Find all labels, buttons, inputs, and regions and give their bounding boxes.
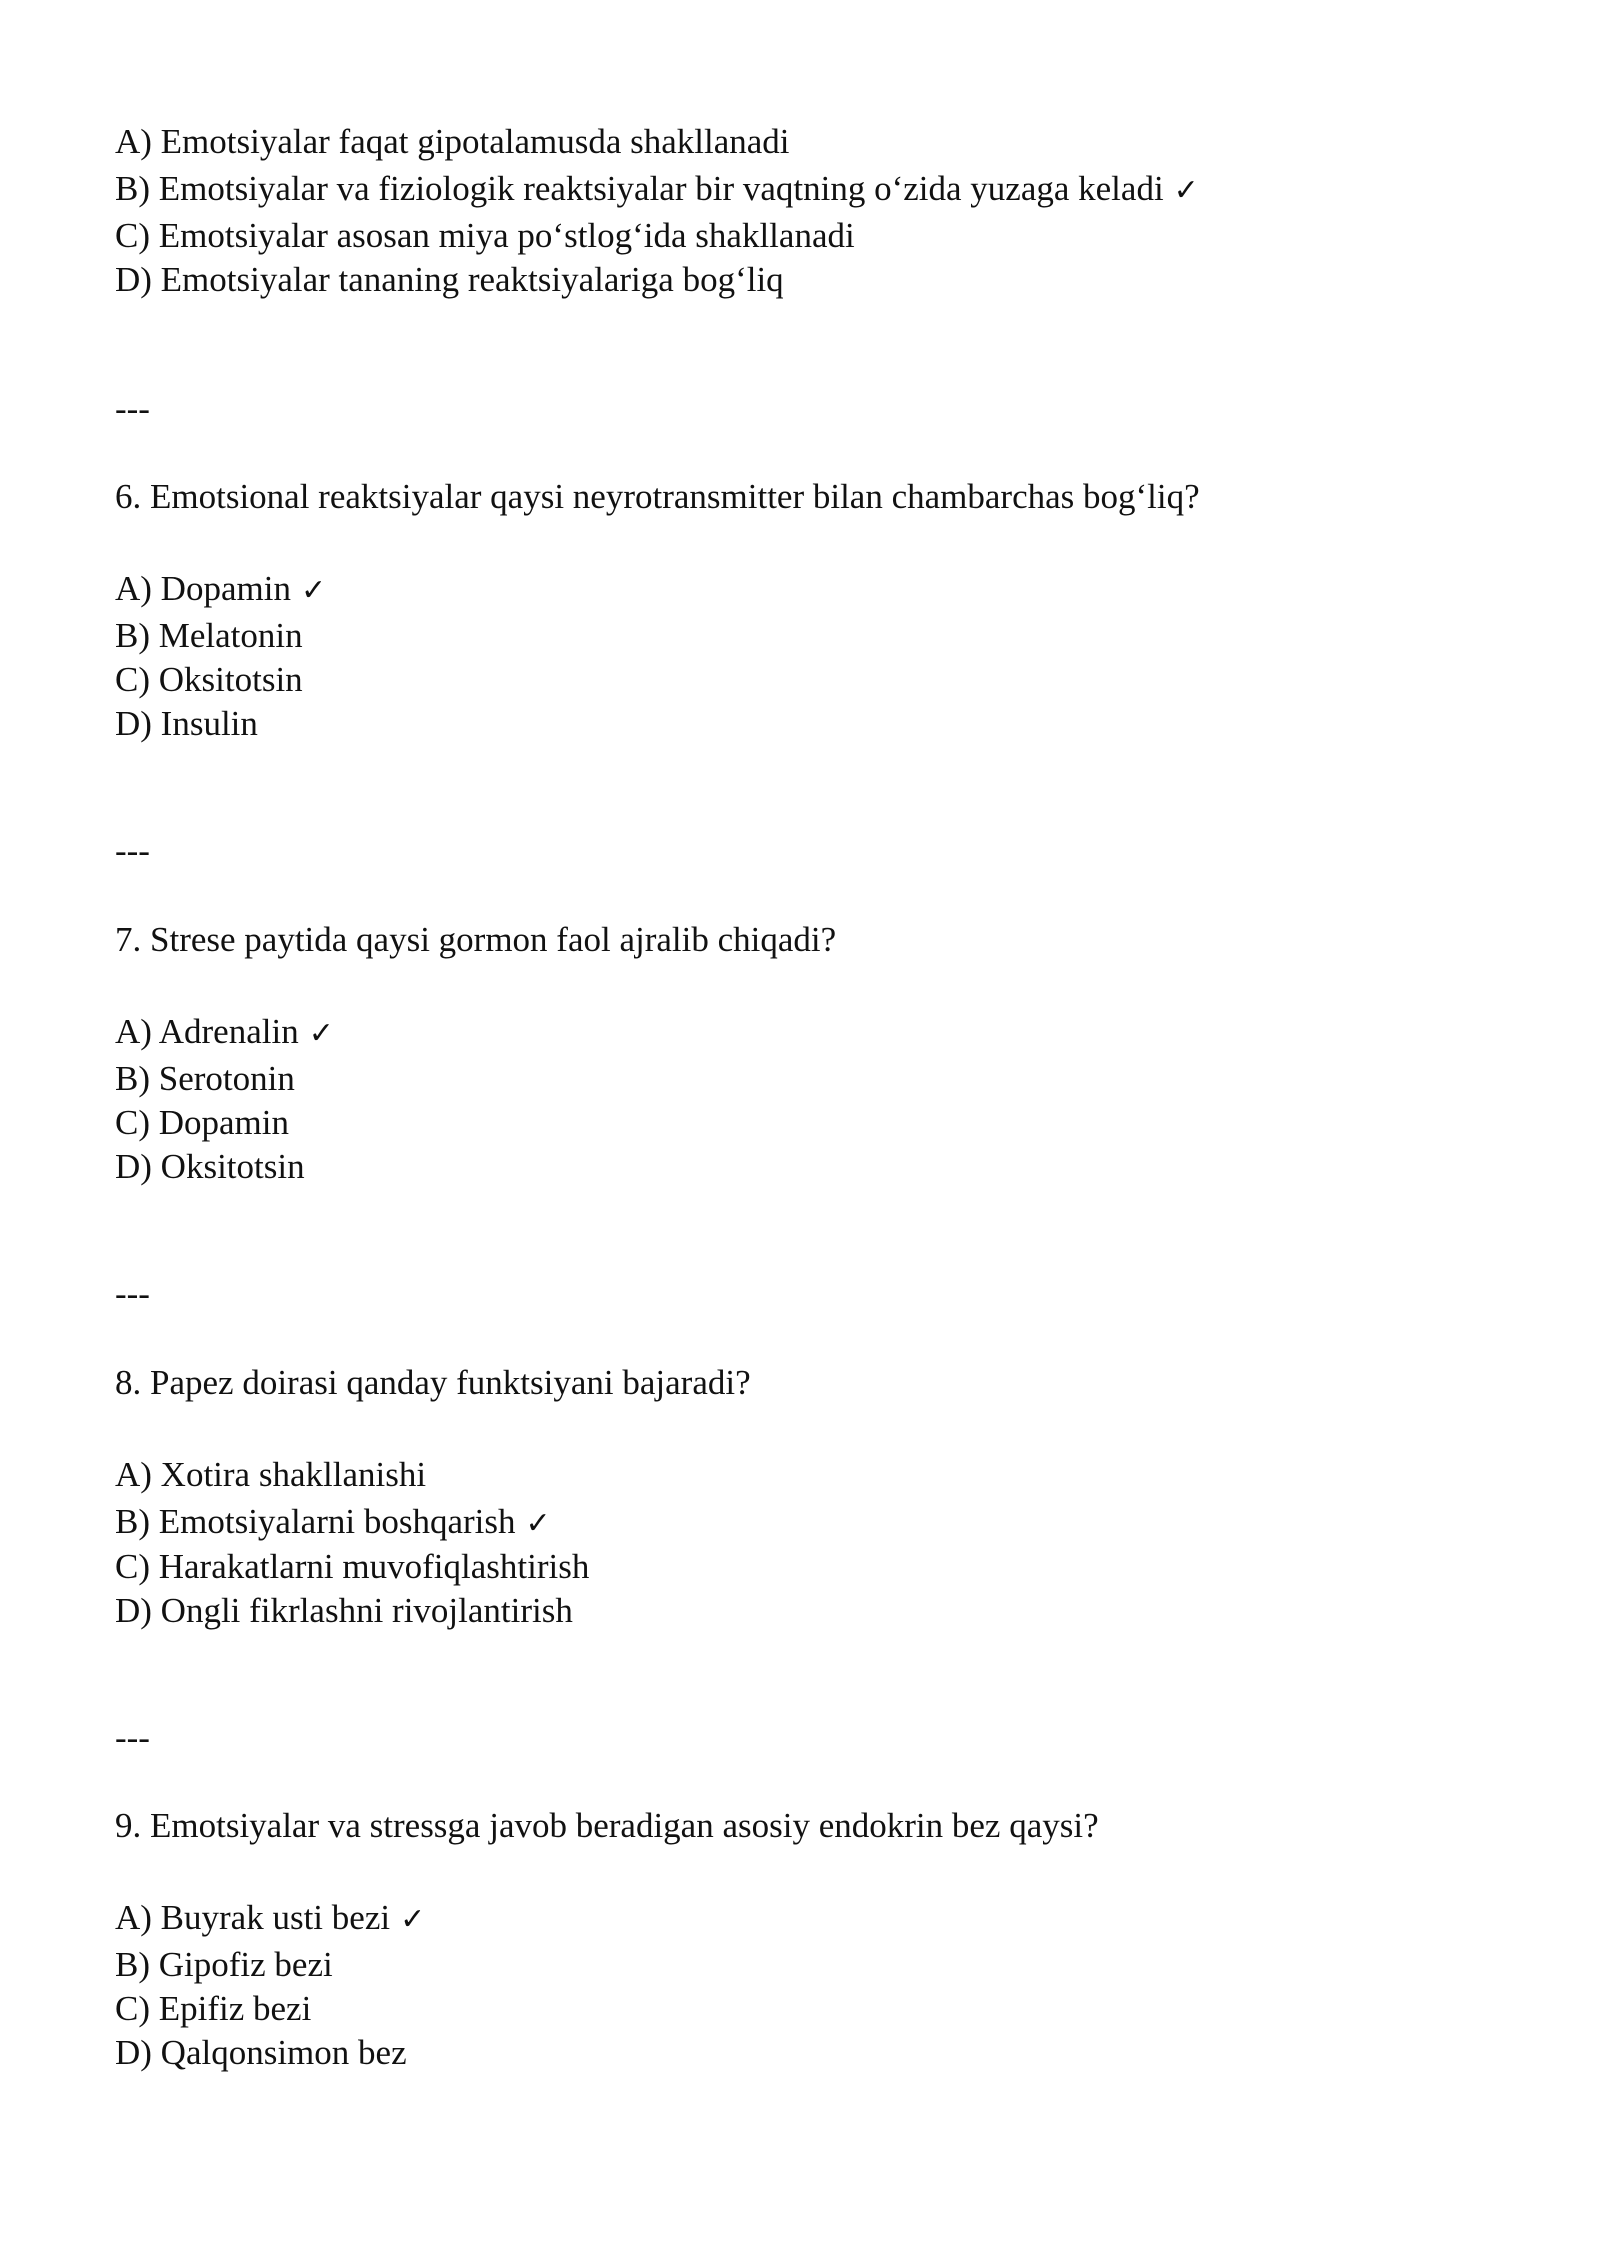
separator: --- (115, 1718, 150, 1757)
option-d: D) Insulin (115, 704, 258, 743)
option-c: C) Harakatlarni muvofiqlashtirish (115, 1547, 590, 1586)
option-text: B) Emotsiyalar va fiziologik reaktsiyalar bir vaqtning o‘zida yuzaga keladi (115, 169, 1164, 208)
option-c: C) Epifiz bezi (115, 1989, 312, 2028)
option-b (115, 1500, 551, 1546)
question-title: 9. Emotsiyalar va stressga javob beradigan asosiy endokrin bez qaysi? (115, 1806, 1099, 1845)
option-text: C) Emotsiyalar asosan miya po‘stlog‘ida shakllanadi (115, 216, 855, 255)
option-a: A) Xotira shakllanishi (115, 1455, 427, 1494)
separator: --- (115, 1274, 150, 1313)
option-c: C) Dopamin (115, 1103, 290, 1142)
option-c (115, 214, 855, 258)
separator: --- (115, 389, 150, 428)
question-title: 8. Papez doirasi qanday funktsiyani bajaradi? (115, 1363, 751, 1402)
option-d: D) Ongli fikrlashni rivojlantirish (115, 1591, 573, 1630)
option-a (115, 120, 790, 164)
option-c: C) Oksitotsin (115, 660, 303, 699)
option-b: B) Melatonin (115, 616, 303, 655)
checkmark-icon: ✓ (400, 1902, 426, 1937)
option-text: A) Emotsiyalar faqat gipotalamusda shakllanadi (115, 122, 790, 161)
option-text: D) Emotsiyalar tananing reaktsiyalariga bog‘liq (115, 260, 784, 299)
option-a (115, 1010, 334, 1056)
option-text: A) Buyrak usti bezi (115, 1898, 391, 1937)
option-b (115, 167, 1199, 213)
option-d (115, 258, 784, 302)
question-title: 6. Emotsional reaktsiyalar qaysi neyrotransmitter bilan chambarchas bog‘liq? (115, 477, 1200, 516)
option-b: B) Serotonin (115, 1059, 295, 1098)
checkmark-icon: ✓ (308, 1016, 334, 1051)
separator: --- (115, 831, 150, 870)
question-title: 7. Strese paytida qaysi gormon faol ajralib chiqadi? (115, 920, 837, 959)
option-text: A) Dopamin (115, 569, 291, 608)
option-b: B) Gipofiz bezi (115, 1945, 333, 1984)
option-d: D) Qalqonsimon bez (115, 2033, 407, 2072)
option-d: D) Oksitotsin (115, 1147, 305, 1186)
checkmark-icon: ✓ (300, 573, 327, 608)
checkmark-icon: ✓ (1173, 173, 1199, 208)
option-a (115, 567, 326, 613)
option-text: B) Emotsiyalarni boshqarish (115, 1502, 516, 1541)
option-a (115, 1896, 425, 1942)
checkmark-icon: ✓ (525, 1506, 551, 1541)
option-text: A) Adrenalin (115, 1012, 299, 1051)
